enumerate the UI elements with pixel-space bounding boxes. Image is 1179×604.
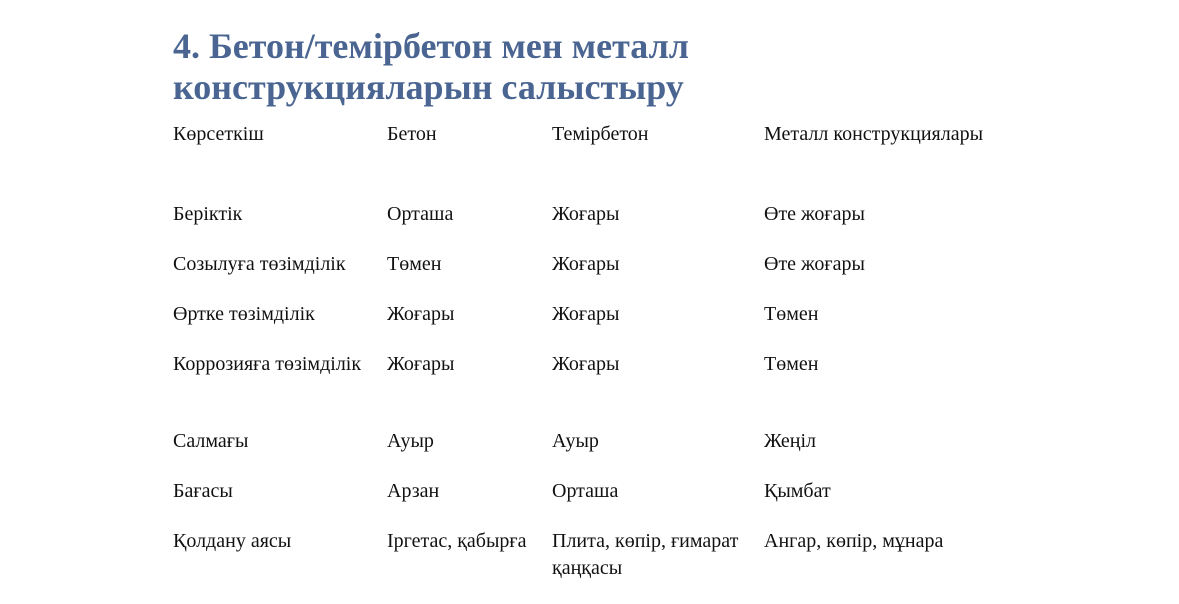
table-cell: Арзан [387, 480, 440, 502]
header-cell-reinforced-concrete: Темірбетон [552, 123, 649, 145]
table-cell: Ангар, көпір, мұнара [764, 530, 944, 552]
table-cell: Өртке төзімділік [173, 303, 315, 325]
table-row [173, 478, 1004, 528]
table-cell: Салмағы [173, 430, 249, 452]
table-header-row [173, 118, 1004, 201]
table-cell: Жоғары [552, 353, 620, 375]
table-cell: Орташа [552, 480, 619, 502]
table-cell: Төмен [387, 253, 442, 275]
table-row [173, 201, 1004, 251]
table-cell: Жеңіл [764, 430, 817, 452]
table-row [173, 351, 1004, 428]
table-cell: Қымбат [764, 480, 831, 502]
title-line-2: конструкцияларын салыстыру [173, 67, 684, 107]
table-row [173, 528, 1004, 582]
table-row [173, 251, 1004, 301]
table-cell: Жоғары [552, 253, 620, 275]
title-line-1: 4. Бетон/темірбетон мен металл [173, 26, 689, 66]
table-cell: Өте жоғары [764, 253, 865, 275]
table-cell: Ауыр [387, 430, 434, 452]
header-cell-indicator: Көрсеткіш [173, 123, 264, 145]
table-row [173, 301, 1004, 351]
table-cell: Созылуға төзімділік [173, 253, 346, 275]
header-cell-concrete: Бетон [387, 123, 437, 145]
table-cell: Жоғары [552, 303, 620, 325]
table-cell: Жоғары [387, 303, 455, 325]
comparison-table [173, 118, 1004, 582]
table-cell: Төмен [764, 353, 819, 375]
table-cell: Беріктік [173, 203, 243, 225]
table-cell: Төмен [764, 303, 819, 325]
table-cell: Жоғары [387, 353, 455, 375]
table-row [173, 428, 1004, 478]
table-cell: Плита, көпір, ғимарат қаңқасы [552, 530, 739, 579]
table-cell: Ауыр [552, 430, 599, 452]
table-cell: Бағасы [173, 480, 233, 502]
header-cell-metal-structures: Металл конструкциялары [764, 123, 984, 145]
table-cell: Қолдану аясы [173, 530, 292, 552]
table-cell: Іргетас, қабырға [387, 530, 527, 552]
table-cell: Коррозияға төзімділік [173, 353, 362, 375]
table-cell: Орташа [387, 203, 454, 225]
table-cell: Өте жоғары [764, 203, 865, 225]
table-cell: Жоғары [552, 203, 620, 225]
slide-title [173, 26, 1073, 108]
